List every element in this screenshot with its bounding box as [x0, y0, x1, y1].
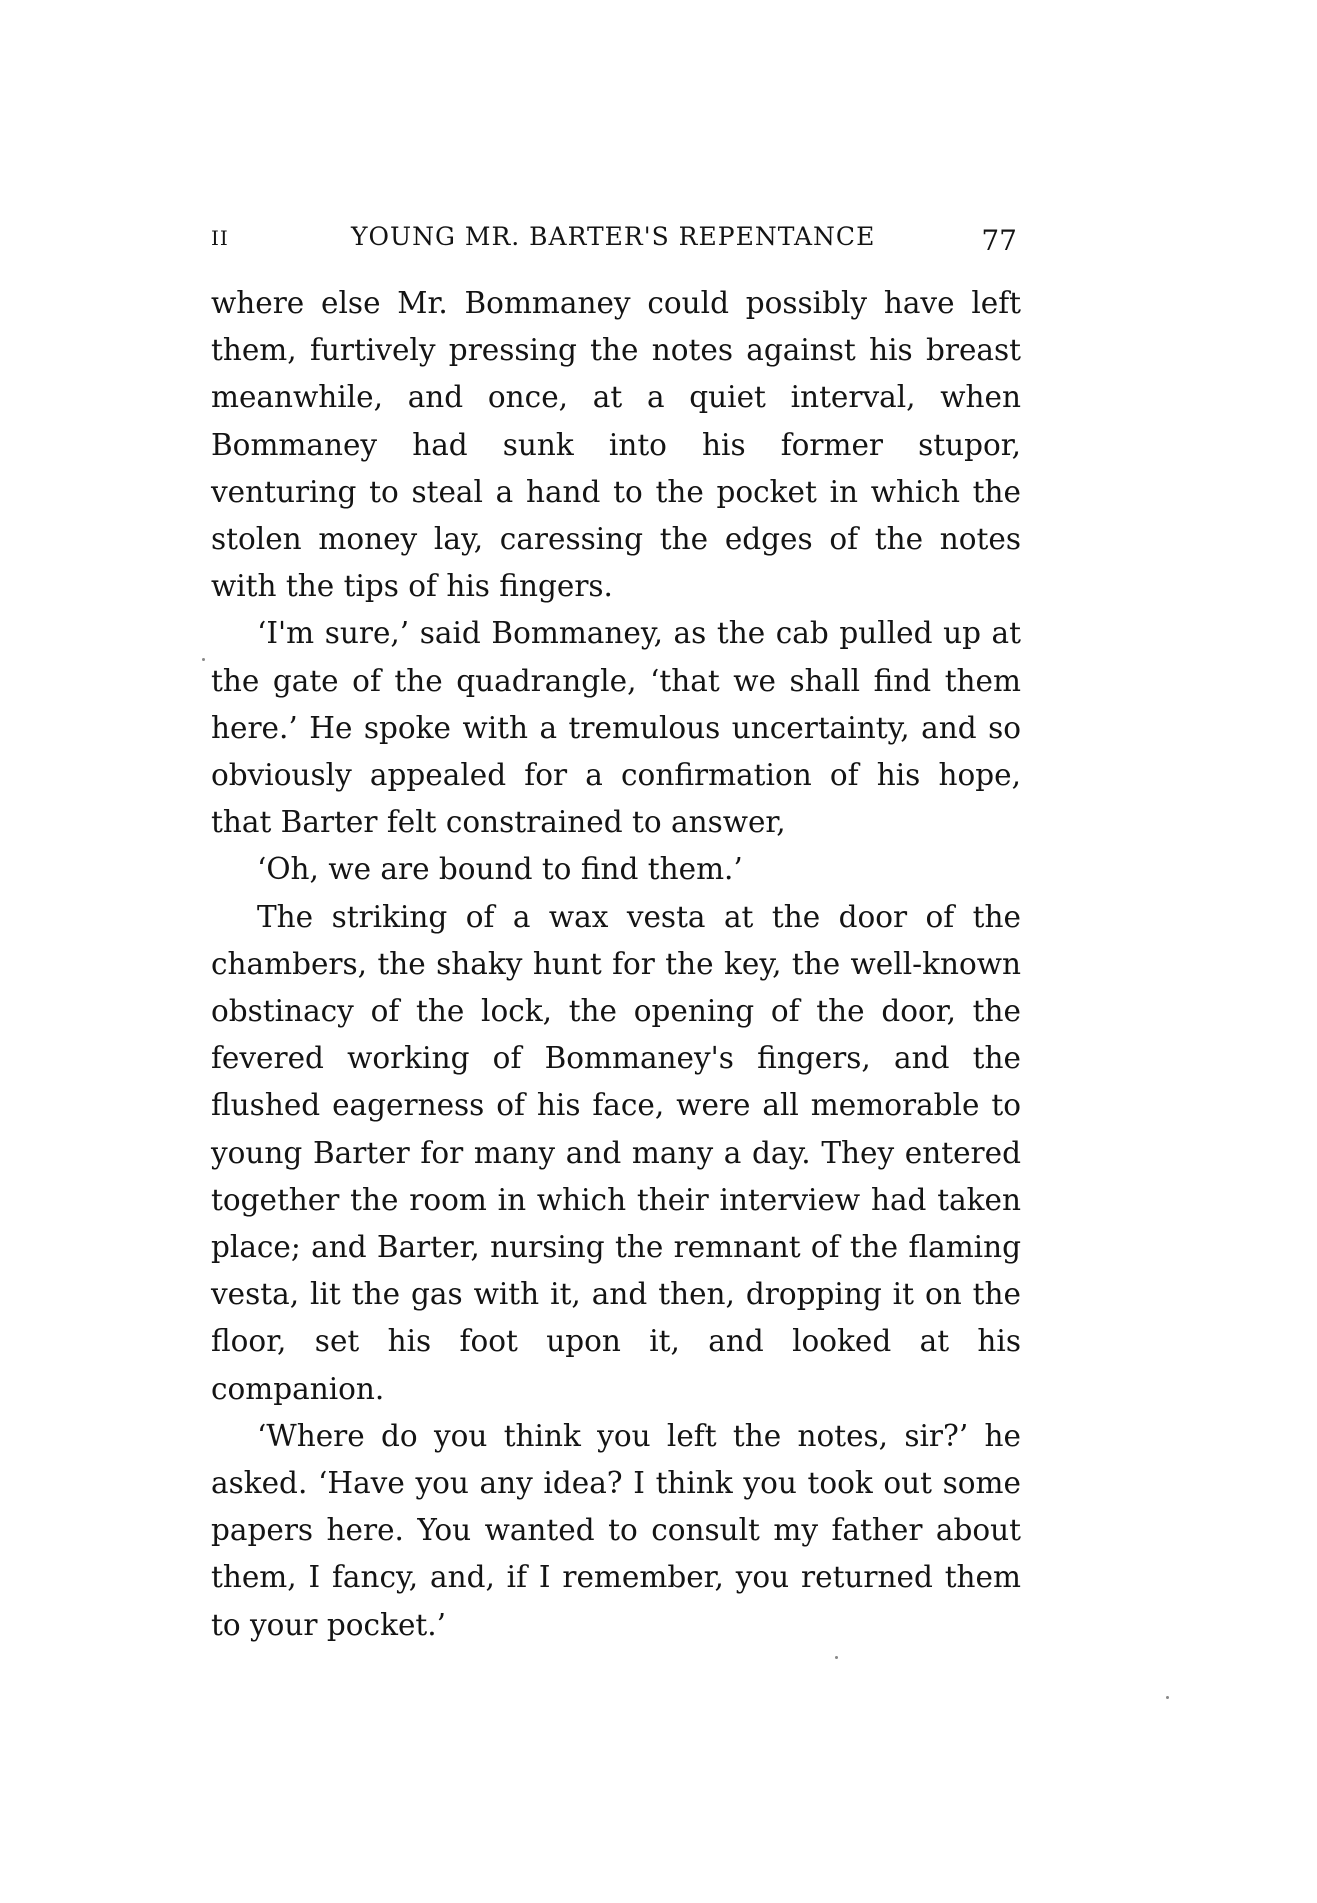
paragraph-4: The striking of a wax vesta at the door of the chambers, the shaky hunt for the key, the well-known obstinacy of the lock, the opening of the door, the fevered working of Bommaney's fingers, and the flushed eagerness of his face, were all memorable to young Barter for many and many a day. They entered together the room in which their interview had taken place; and Barter, nursing the remnant of the flaming vesta, lit the gas with it, and then, dropping it on the floor, set his foot upon it, and looked at his companion.: [211, 899, 1021, 1406]
page-number: 77: [981, 224, 1017, 257]
paragraph-3: ‘Oh, we are bound to find them.’: [257, 852, 743, 887]
body-text: [211, 280, 1021, 1649]
paragraph-1: where else Mr. Bommaney could possibly have left them, furtively pressing the notes against his breast meanwhile, and once, at a quiet interval, when Bommaney had sunk into his former stupor, venturing to steal a hand to the pocket in which the stolen money lay, caressing the edges of the notes with the tips of his fingers.: [211, 286, 1021, 604]
running-head: [211, 218, 1021, 258]
paragraph-5: ‘Where do you think you left the notes, sir?’ he asked. ‘Have you any idea? I think you took out some papers here. You wanted to consult my father about them, I fancy, and, if I remember, you returned them to your pocket.’: [211, 1418, 1021, 1642]
running-title: YOUNG MR. BARTER'S REPENTANCE: [351, 222, 876, 251]
paragraph-2: ‘I'm sure,’ said Bommaney, as the cab pulled up at the gate of the quadrangle, ‘that we shall find them here.’ He spoke with a tremulous uncertainty, and so obviously appealed for a confirmation of his hope, that Barter felt constrained to answer,: [211, 616, 1021, 840]
print-speck: [202, 658, 205, 661]
print-speck: [835, 1656, 838, 1659]
chapter-numeral: II: [211, 226, 229, 250]
print-speck: [1166, 1696, 1169, 1699]
